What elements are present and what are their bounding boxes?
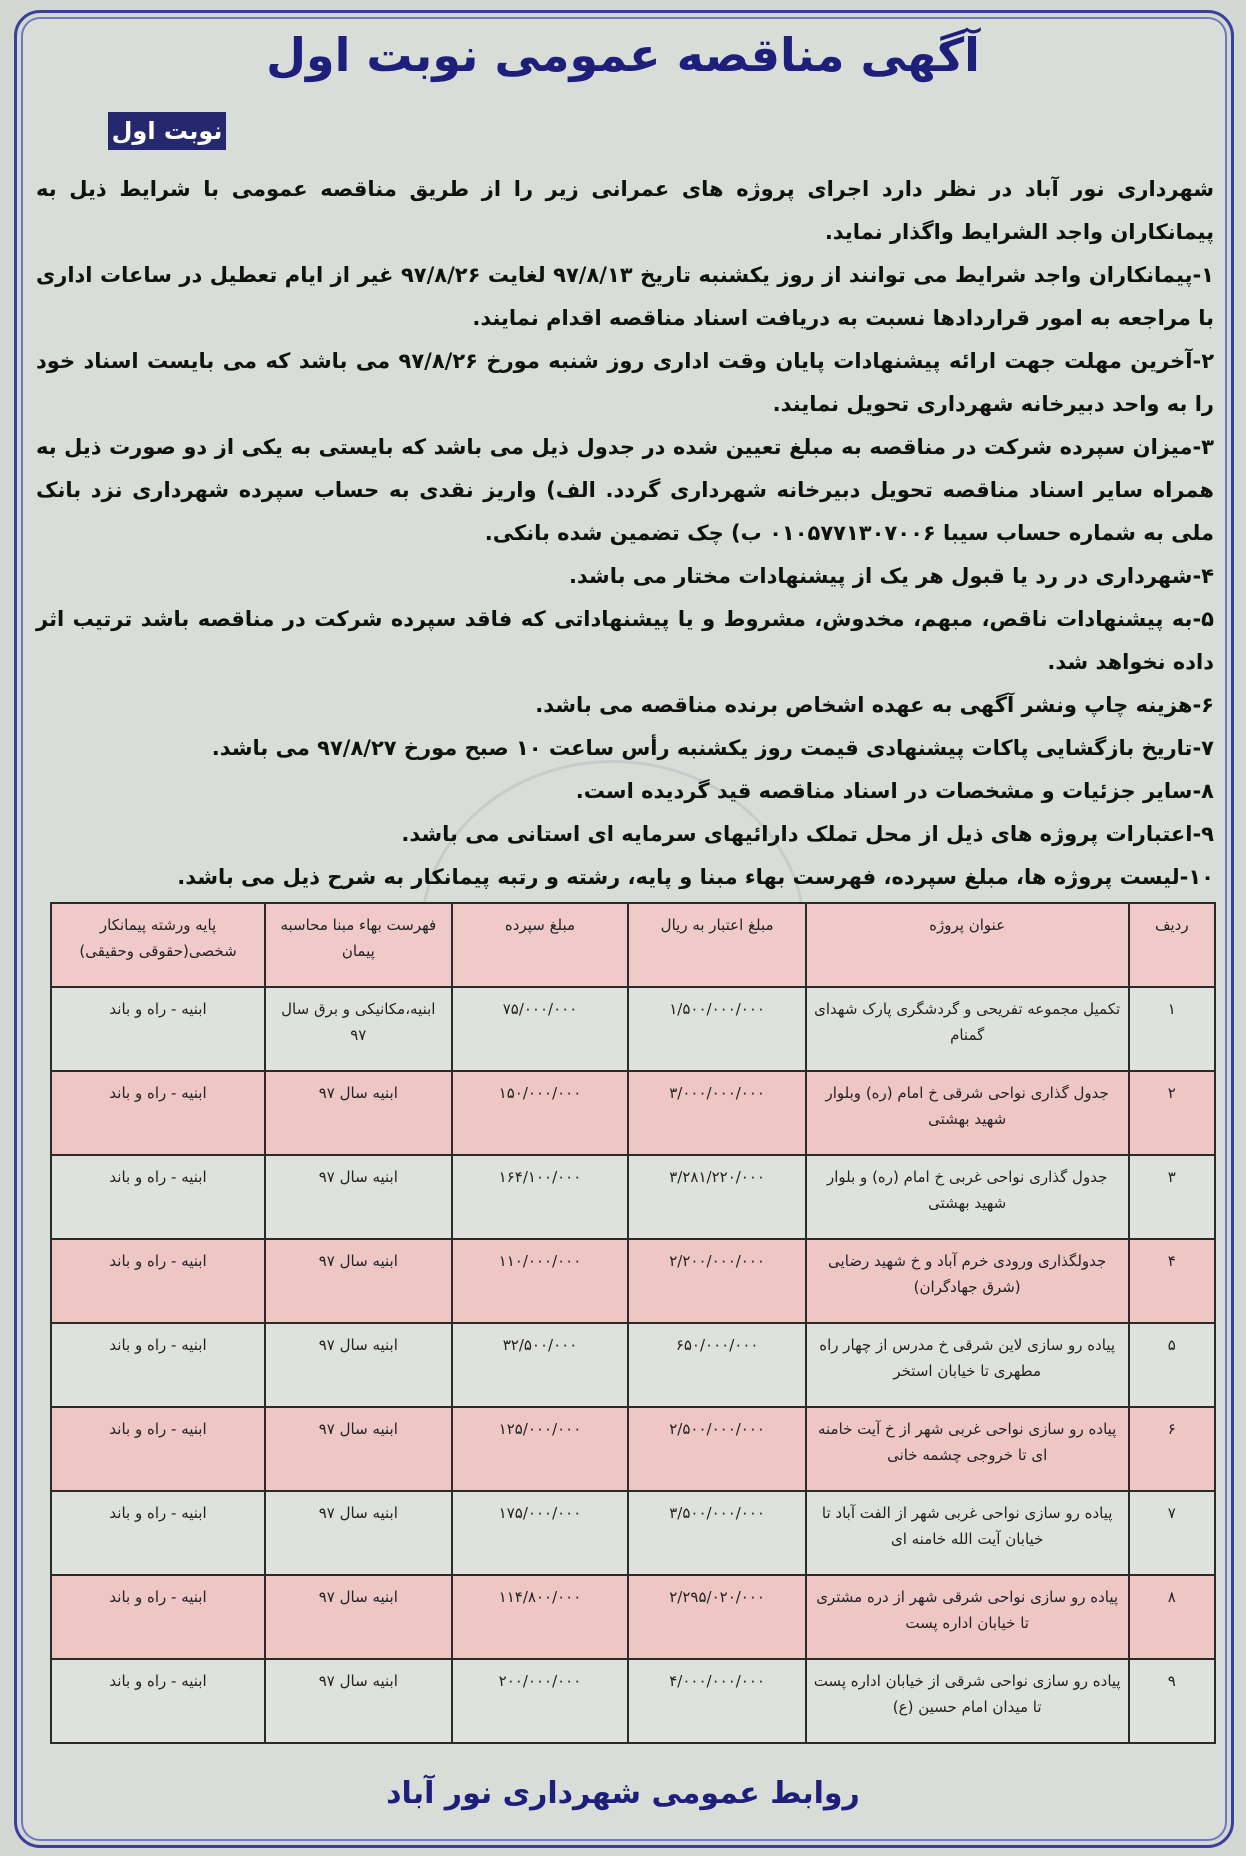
table-row — [51, 1491, 1215, 1575]
cell-price-list: ابنیه سال ۹۷ — [265, 1491, 451, 1575]
header-price-list: فهرست بهاء مبنا محاسبه پیمان — [265, 903, 451, 987]
clause-1: ۱-پیمانکاران واجد شرایط می توانند از روز یکشنبه تاریخ ۹۷/۸/۱۳ لغایت ۹۷/۸/۲۶ غیر از ایام تعطیل در ساعات اداری با مراجعه به امور قراردادها نسبت به دریافت اسناد مناقصه اقدام نمایند. — [36, 263, 1214, 330]
projects-table — [50, 902, 1216, 1744]
cell-grade: ابنیه - راه و باند — [51, 987, 265, 1071]
header-title: عنوان پروژه — [806, 903, 1129, 987]
table-row — [51, 1575, 1215, 1659]
cell-price-list: ابنیه سال ۹۷ — [265, 1071, 451, 1155]
cell-grade: ابنیه - راه و باند — [51, 1323, 265, 1407]
cell-price-list: ابنیه سال ۹۷ — [265, 1407, 451, 1491]
cell-credit: ۲/۵۰۰/۰۰۰/۰۰۰ — [628, 1407, 805, 1491]
table-row — [51, 987, 1215, 1071]
cell-credit: ۲/۲۹۵/۰۲۰/۰۰۰ — [628, 1575, 805, 1659]
cell-grade: ابنیه - راه و باند — [51, 1407, 265, 1491]
cell-no: ۶ — [1129, 1407, 1215, 1491]
cell-deposit: ۱۲۵/۰۰۰/۰۰۰ — [452, 1407, 629, 1491]
cell-grade: ابنیه - راه و باند — [51, 1155, 265, 1239]
announcement-body — [36, 168, 1214, 899]
cell-no: ۲ — [1129, 1071, 1215, 1155]
cell-deposit: ۱۱۴/۸۰۰/۰۰۰ — [452, 1575, 629, 1659]
clause-9: ۹-اعتبارات پروژه های ذیل از محل تملک دارائیهای سرمایه ای استانی می باشد. — [401, 822, 1214, 846]
clause-6: ۶-هزینه چاپ ونشر آگهی به عهده اشخاص برنده مناقصه می باشد. — [535, 693, 1214, 717]
cell-no: ۹ — [1129, 1659, 1215, 1743]
table-row — [51, 1323, 1215, 1407]
header-grade: پایه ورشته پیمانکار شخصی(حقوقی وحقیقی) — [51, 903, 265, 987]
cell-grade: ابنیه - راه و باند — [51, 1239, 265, 1323]
clause-10: ۱۰-لیست پروژه ها، مبلغ سپرده، فهرست بهاء مبنا و پایه، رشته و رتبه پیمانکار به شرح ذیل می باشد. — [177, 865, 1214, 889]
clause-3: ۳-میزان سپرده شرکت در مناقصه به مبلغ تعیین شده در جدول ذیل می باشد که بایستی به یکی از دو صورت ذیل به همراه سایر اسناد مناقصه تحویل دبیرخانه شهرداری گردد. الف) واریز نقدی به حساب سپرده شهرداری نزد بانک ملی به شماره حساب سیبا ۰۱۰۵۷۷۱۳۰۷۰۰۶ ب) چک تضمین شده بانکی. — [36, 435, 1214, 545]
clause-4: ۴-شهرداری در رد یا قبول هر یک از پیشنهادات مختار می باشد. — [568, 564, 1214, 588]
cell-price-list: ابنیه سال ۹۷ — [265, 1155, 451, 1239]
cell-price-list: ابنیه سال ۹۷ — [265, 1575, 451, 1659]
cell-price-list: ابنیه سال ۹۷ — [265, 1659, 451, 1743]
cell-credit: ۲/۲۰۰/۰۰۰/۰۰۰ — [628, 1239, 805, 1323]
table-row — [51, 1407, 1215, 1491]
table-header-row — [51, 903, 1215, 987]
cell-price-list: ابنیه،مکانیکی و برق سال ۹۷ — [265, 987, 451, 1071]
cell-grade: ابنیه - راه و باند — [51, 1575, 265, 1659]
header-deposit: مبلغ سپرده — [452, 903, 629, 987]
clause-7: ۷-تاریخ بازگشایی پاکات پیشنهادی قیمت روز یکشنبه رأس ساعت ۱۰ صبح مورخ ۹۷/۸/۲۷ می باشد. — [211, 736, 1214, 760]
cell-no: ۵ — [1129, 1323, 1215, 1407]
cell-deposit: ۱۶۴/۱۰۰/۰۰۰ — [452, 1155, 629, 1239]
cell-credit: ۱/۵۰۰/۰۰۰/۰۰۰ — [628, 987, 805, 1071]
cell-deposit: ۱۵۰/۰۰۰/۰۰۰ — [452, 1071, 629, 1155]
header-credit: مبلغ اعتبار به ریال — [628, 903, 805, 987]
footer-signature: روابط عمومی شهرداری نور آباد — [386, 1776, 860, 1811]
cell-title: پیاده رو سازی لاین شرقی خ مدرس از چهار راه مطهری تا خیابان استخر — [806, 1323, 1129, 1407]
cell-no: ۴ — [1129, 1239, 1215, 1323]
cell-title: پیاده رو سازی نواحی شرقی شهر از دره مشتری تا خیابان اداره پست — [806, 1575, 1129, 1659]
cell-price-list: ابنیه سال ۹۷ — [265, 1323, 451, 1407]
cell-grade: ابنیه - راه و باند — [51, 1491, 265, 1575]
cell-title: جدول گذاری نواحی غربی خ امام (ره) و بلوار شهید بهشتی — [806, 1155, 1129, 1239]
page-title: آگهی مناقصه عمومی نوبت اول — [266, 28, 980, 82]
header-no: ردیف — [1129, 903, 1215, 987]
cell-title: پیاده رو سازی نواحی غربی شهر از الفت آباد تا خیابان آیت الله خامنه ای — [806, 1491, 1129, 1575]
intro-paragraph: شهرداری نور آباد در نظر دارد اجرای پروژه های عمرانی زیر را از طریق مناقصه عمومی با شرایط ذیل به پیمانکاران واجد الشرایط واگذار نماید. — [36, 177, 1214, 244]
clause-8: ۸-سایر جزئیات و مشخصات در اسناد مناقصه قید گردیده است. — [575, 779, 1214, 803]
cell-deposit: ۷۵/۰۰۰/۰۰۰ — [452, 987, 629, 1071]
cell-credit: ۳/۲۸۱/۲۲۰/۰۰۰ — [628, 1155, 805, 1239]
cell-price-list: ابنیه سال ۹۷ — [265, 1239, 451, 1323]
cell-grade: ابنیه - راه و باند — [51, 1659, 265, 1743]
cell-credit: ۳/۵۰۰/۰۰۰/۰۰۰ — [628, 1491, 805, 1575]
cell-credit: ۳/۰۰۰/۰۰۰/۰۰۰ — [628, 1071, 805, 1155]
cell-no: ۳ — [1129, 1155, 1215, 1239]
cell-credit: ۴/۰۰۰/۰۰۰/۰۰۰ — [628, 1659, 805, 1743]
round-badge: نوبت اول — [108, 112, 226, 150]
cell-title: پیاده رو سازی نواحی غربی شهر از خ آیت خامنه ای تا خروجی چشمه خانی — [806, 1407, 1129, 1491]
cell-title: پیاده رو سازی نواحی شرقی از خیابان اداره پست تا میدان امام حسین (ع) — [806, 1659, 1129, 1743]
cell-deposit: ۱۷۵/۰۰۰/۰۰۰ — [452, 1491, 629, 1575]
table-row — [51, 1155, 1215, 1239]
table-row — [51, 1071, 1215, 1155]
cell-deposit: ۳۲/۵۰۰/۰۰۰ — [452, 1323, 629, 1407]
cell-no: ۱ — [1129, 987, 1215, 1071]
cell-deposit: ۱۱۰/۰۰۰/۰۰۰ — [452, 1239, 629, 1323]
clause-2: ۲-آخرین مهلت جهت ارائه پیشنهادات پایان وقت اداری روز شنبه مورخ ۹۷/۸/۲۶ می باشد که می بایست اسناد خود را به واحد دبیرخانه شهرداری تحویل نمایند. — [36, 349, 1215, 416]
cell-title: جدولگذاری ورودی خرم آباد و خ شهید رضایی (شرق جهادگران) — [806, 1239, 1129, 1323]
cell-title: جدول گذاری نواحی شرقی خ امام (ره) وبلوار شهید بهشتی — [806, 1071, 1129, 1155]
table-row — [51, 1659, 1215, 1743]
clause-5: ۵-به پیشنهادات ناقص، مبهم، مخدوش، مشروط و یا پیشنهاداتی که فاقد سپرده شرکت در مناقصه باشد ترتیب اثر داده نخواهد شد. — [36, 607, 1214, 674]
cell-no: ۸ — [1129, 1575, 1215, 1659]
cell-credit: ۶۵۰/۰۰۰/۰۰۰ — [628, 1323, 805, 1407]
cell-no: ۷ — [1129, 1491, 1215, 1575]
cell-deposit: ۲۰۰/۰۰۰/۰۰۰ — [452, 1659, 629, 1743]
cell-title: تکمیل مجموعه تفریحی و گردشگری پارک شهدای گمنام — [806, 987, 1129, 1071]
table-row — [51, 1239, 1215, 1323]
cell-grade: ابنیه - راه و باند — [51, 1071, 265, 1155]
